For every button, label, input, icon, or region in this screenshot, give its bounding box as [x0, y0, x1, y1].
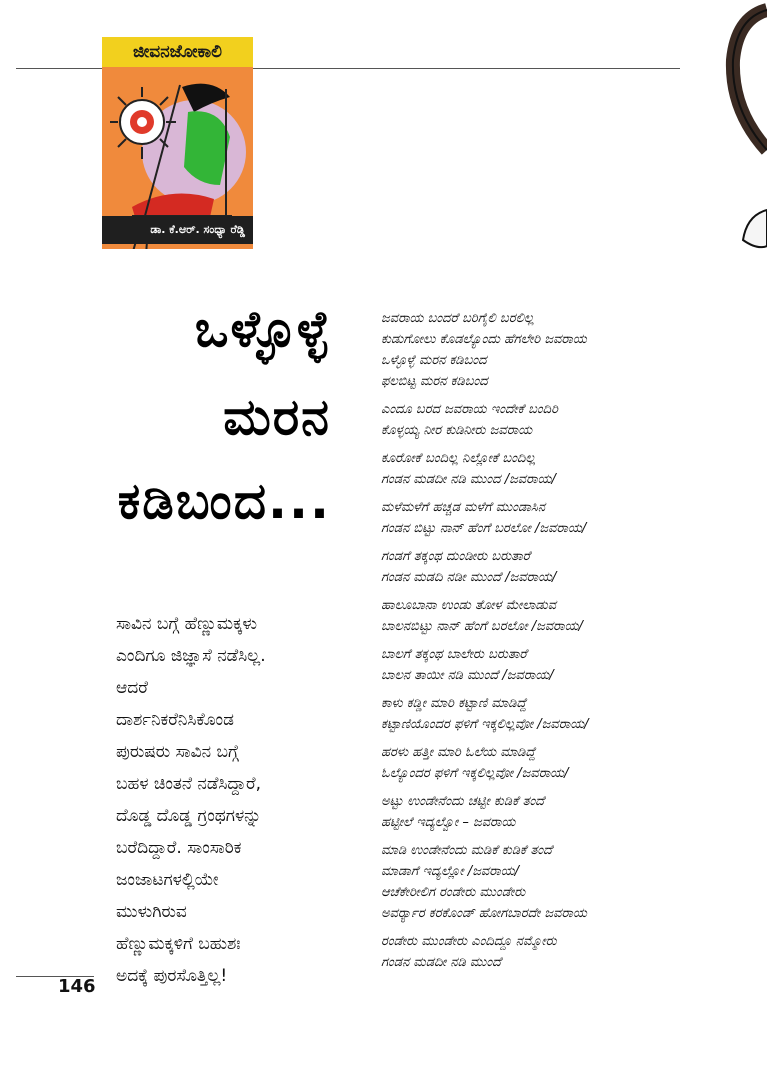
poem-line: ಗಂಡನ ಮಡದೀ ನಡಿ ಮುಂದ /ಜವರಾಯ/: [381, 472, 556, 487]
poem-line: ಅವರ್ರ್ಯಾರ ಕರಕೊಂಡ್ ಹೋಗಬಾರದೇ ಜವರಾಯ: [381, 906, 587, 921]
poem-stanza: [381, 546, 681, 588]
article-title-line-3: ಕಡಿಬಂದ...: [117, 472, 331, 530]
poem-stanza: [381, 931, 681, 973]
poem-stanza: [381, 497, 681, 539]
poem-line: ಗಂಡನ ಬಿಟ್ಟು ನಾನ್ ಹೆಂಗೆ ಬರಲೋ /ಜವರಾಯ/: [381, 521, 587, 536]
poem-line: ಎಂದೂ ಬರದ ಜವರಾಯ ಇಂದೇಕೆ ಬಂದಿರಿ: [381, 402, 558, 417]
paragraph-line: ದಾರ್ಶನಿಕರೆನಿಸಿಕೊಂಡ: [116, 710, 234, 730]
article-title-line-1: ಒಳ್ಳೊಳ್ಳೆ: [194, 300, 331, 358]
poem-stanza: [381, 840, 681, 924]
poem-line: ಬಾಲನ ತಾಯೀ ನಡಿ ಮುಂದೆ /ಜವರಾಯ/: [381, 668, 554, 683]
poem-line: ರಂಡೇರು ಮುಂಡೇರು ಎಂದಿದ್ದೂ ನಮ್ಮೋರು: [381, 934, 557, 949]
paragraph-line: ದೊಡ್ಡ ದೊಡ್ಡ ಗ್ರಂಥಗಳನ್ನು: [116, 806, 262, 826]
poem-line: ಮಾಡಿ ಉಂಡೇನೆಂದು ಮಡಿಕೆ ಕುಡಿಕೆ ತಂದೆ: [381, 843, 553, 858]
poem-line: ಕುಡುಗೋಲು ಕೊಡಲ್ಯೊಂದು ಹೆಗಲೇರಿ ಜವರಾಯ: [381, 332, 587, 347]
paragraph-line: ಪುರುಷರು ಸಾವಿನ ಬಗ್ಗೆ: [116, 742, 239, 762]
paragraph-line: ಸಾವಿನ ಬಗ್ಗೆ ಹೆಣ್ಣುಮಕ್ಕಳು: [116, 614, 257, 634]
poem-line: ಅಟ್ಟು ಉಂಡೇನೆಂದು ಚಟ್ಟೀ ಕುಡಿಕೆ ತಂದೆ: [381, 794, 545, 809]
poem-stanza: [381, 595, 681, 637]
paragraph-line: ಮುಳುಗಿರುವ: [116, 902, 187, 922]
poem-line: ಕೊಳ್ಳಯ್ಯ ನೀರ ಕುಡಿನೀರು ಜವರಾಯ: [381, 423, 533, 438]
poem-line: ಹಟ್ಟೀಲೆ ಇದ್ಯಲ್ವೋ – ಜವರಾಯ: [381, 815, 516, 830]
poem-line: ಓಲ್ಯೊಂದರ ಫಳಿಗೆ ಇಕ್ಕಲಿಲ್ಲವೋ /ಜವರಾಯ/: [381, 766, 569, 781]
poem-line: ಮಾಡಾಗೆ ಇದ್ಯಲ್ಲೋ /ಜವರಾಯ/: [381, 864, 520, 879]
poem-stanza: [381, 308, 681, 392]
corner-decoration: [717, 0, 767, 270]
poem-stanza: [381, 693, 681, 735]
author-name: ಡಾ. ಕೆ.ಆರ್. ಸಂಧ್ಯಾ ರೆಡ್ಡಿ: [150, 223, 245, 236]
poem-line: ಕೂರೋಕೆ ಬಂದಿಲ್ಲ ನಿಲ್ಲೋಕೆ ಬಂದಿಲ್ಲ: [381, 451, 536, 466]
paragraph-line: ಎಂದಿಗೂ ಜಿಜ್ಞಾಸೆ ನಡೆಸಿಲ್ಲ.: [116, 646, 266, 666]
poem-line: ಕಾಳು ಕಡ್ಡೀ ಮಾರಿ ಕಟ್ಟಾಣಿ ಮಾಡಿದ್ದೆ: [381, 696, 527, 711]
poem-stanza: [381, 399, 681, 441]
paragraph-line: ಬರೆದಿದ್ದಾರೆ. ಸಾಂಸಾರಿಕ: [116, 838, 242, 858]
poem-line: ಫಲಬಿಟ್ಟ ಮರನ ಕಡಿಬಂದ: [381, 374, 488, 389]
poem-line: ಒಳ್ಳೊಳ್ಳೆ ಮರನ ಕಡಿಬಂದ: [381, 353, 487, 368]
paragraph-line: ಅದಕ್ಕೆ ಪುರಸೊತ್ತಿಲ್ಲ!: [116, 966, 228, 986]
poem-line: ಆಚೆಕೇರೀಲಿಗ ರಂಡೇರು ಮುಂಡೇರು: [381, 885, 526, 900]
poem-line: ಹಾಲೂಬಾನಾ ಉಂಡು ತೋಳ ಮೇಲಾಡುವ: [381, 598, 557, 613]
poem-stanza: [381, 644, 681, 686]
paragraph-line: ಜಂಜಾಟಗಳಲ್ಲಿಯೇ: [116, 870, 219, 890]
column-name: ಜೀವನಜೋಕಾಲಿ: [102, 37, 253, 67]
poem-line: ಬಾಲನಬಿಟ್ಟು ನಾನ್ ಹೆಂಗೆ ಬರಲೋ /ಜವರಾಯ/: [381, 619, 583, 634]
poem-line: ಬಾಲಗೆ ತಕ್ಕಂಥ ಬಾಲೇರು ಬರುತಾರೆ: [381, 647, 527, 662]
paragraph-line: ಆದರೆ: [116, 678, 148, 698]
author-byline: [102, 216, 253, 244]
poem-line: ಜವರಾಯ ಬಂದರೆ ಬರಿಗೈಲಿ ಬರಲಿಲ್ಲ: [381, 311, 534, 326]
folk-poem: [381, 308, 681, 980]
poem-line: ಕಟ್ಟಾಣಿಯೊಂದರ ಫಳಿಗೆ ಇಕ್ಕಲಿಲ್ಲವೋ /ಜವರಾಯ/: [381, 717, 589, 732]
intro-paragraph: [116, 608, 356, 992]
page-number: 146: [58, 976, 96, 997]
poem-line: ಗಂಡನ ಮಡದಿ ನಡೀ ಮುಂದೆ /ಜವರಾಯ/: [381, 570, 557, 585]
poem-stanza: [381, 448, 681, 490]
poem-line: ಮಳೆಮಳೆಗೆ ಹಚ್ಚಡ ಮಳೆಗೆ ಮುಂಡಾಸಿನ: [381, 500, 546, 515]
poem-stanza: [381, 742, 681, 784]
poem-line: ಗಂಡನ ಮಡದೀ ನಡಿ ಮುಂದೆ: [381, 955, 502, 970]
article-title-line-2: ಮರನ: [223, 388, 331, 446]
paragraph-line: ಹೆಣ್ಣುಮಕ್ಕಳಿಗೆ ಬಹುಶಃ: [116, 934, 241, 954]
poem-line: ಹರಳು ಹತ್ತೀ ಮಾರಿ ಓಲೆಯ ಮಾಡಿದ್ದೆ: [381, 745, 536, 760]
poem-line: ಗಂಡಗೆ ತಕ್ಕಂಥ ದುಂಡೀರು ಬರುತಾರೆ: [381, 549, 531, 564]
poem-stanza: [381, 791, 681, 833]
paragraph-line: ಬಹಳ ಚಿಂತನೆ ನಡೆಸಿದ್ದಾರೆ,: [116, 774, 262, 794]
